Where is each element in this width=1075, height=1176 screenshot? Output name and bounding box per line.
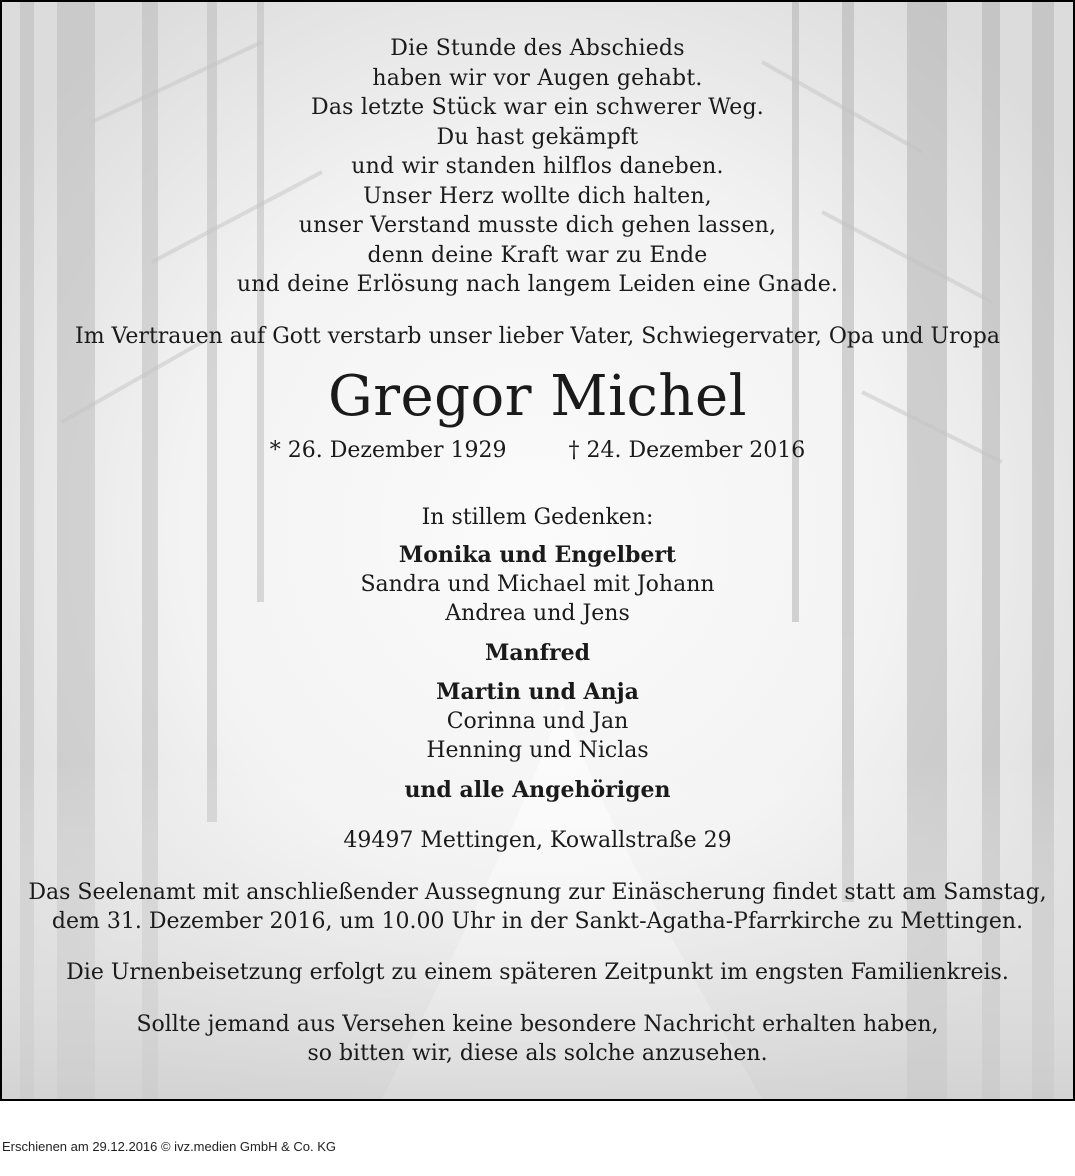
death-date: † 24. Dezember 2016 bbox=[568, 438, 806, 463]
mourners-heading: In stillem Gedenken: bbox=[421, 505, 654, 530]
family-member-line: Andrea und Jens bbox=[445, 601, 630, 626]
poem-line: Die Stunde des Abschieds bbox=[390, 36, 685, 61]
obituary-text bbox=[2, 2, 1073, 1099]
poem-line: Du hast gekämpft bbox=[436, 124, 639, 150]
family-name: Monika und Engelbert bbox=[398, 542, 677, 568]
service-line: dem 31. Dezember 2016, um 10.00 Uhr in der Sankt-Agatha-Pfarrkirche zu Mettingen. bbox=[51, 909, 1024, 934]
family-name: Manfred bbox=[484, 640, 591, 666]
family-name: Martin und Anja bbox=[436, 679, 639, 705]
poem-line: und wir standen hilflos daneben. bbox=[351, 154, 724, 179]
life-dates bbox=[2, 438, 1073, 463]
burial-text: Die Urnenbeisetzung erfolgt zu einem späteren Zeitpunkt im engsten Familienkreis. bbox=[66, 960, 1009, 985]
poem-line: unser Verstand musste dich gehen lassen, bbox=[298, 213, 777, 238]
intro-text: Im Vertrauen auf Gott verstarb unser lieber Vater, Schwiegervater, Opa und Uropa bbox=[75, 324, 1000, 349]
family-member-line: Sandra und Michael mit Johann bbox=[360, 572, 715, 597]
family-member-line: Corinna und Jan bbox=[446, 709, 629, 734]
poem-line: Unser Herz wollte dich halten, bbox=[363, 183, 712, 209]
notice-line: Sollte jemand aus Versehen keine besondere Nachricht erhalten haben, bbox=[136, 1012, 939, 1037]
service-line: Das Seelenamt mit anschließender Aussegnung zur Einäscherung findet statt am Samstag, bbox=[28, 880, 1047, 905]
family-member-line: Henning und Niclas bbox=[426, 738, 649, 763]
birth-date: * 26. Dezember 1929 bbox=[269, 438, 507, 463]
publication-footer: Erschienen am 29.12.2016 © ivz.medien GmbH & Co. KG bbox=[2, 1139, 337, 1154]
poem-line: denn deine Kraft war zu Ende bbox=[367, 242, 708, 268]
poem-line: Das letzte Stück war ein schwerer Weg. bbox=[311, 95, 764, 120]
mourners-closing: und alle Angehörigen bbox=[404, 777, 671, 803]
deceased-name: Gregor Michel bbox=[327, 364, 747, 429]
address: 49497 Mettingen, Kowallstraße 29 bbox=[343, 828, 732, 853]
notice-line: so bitten wir, diese als solche anzusehen. bbox=[307, 1041, 768, 1066]
poem-line: haben wir vor Augen gehabt. bbox=[372, 65, 703, 91]
poem-line: und deine Erlösung nach langem Leiden eine Gnade. bbox=[236, 272, 839, 297]
